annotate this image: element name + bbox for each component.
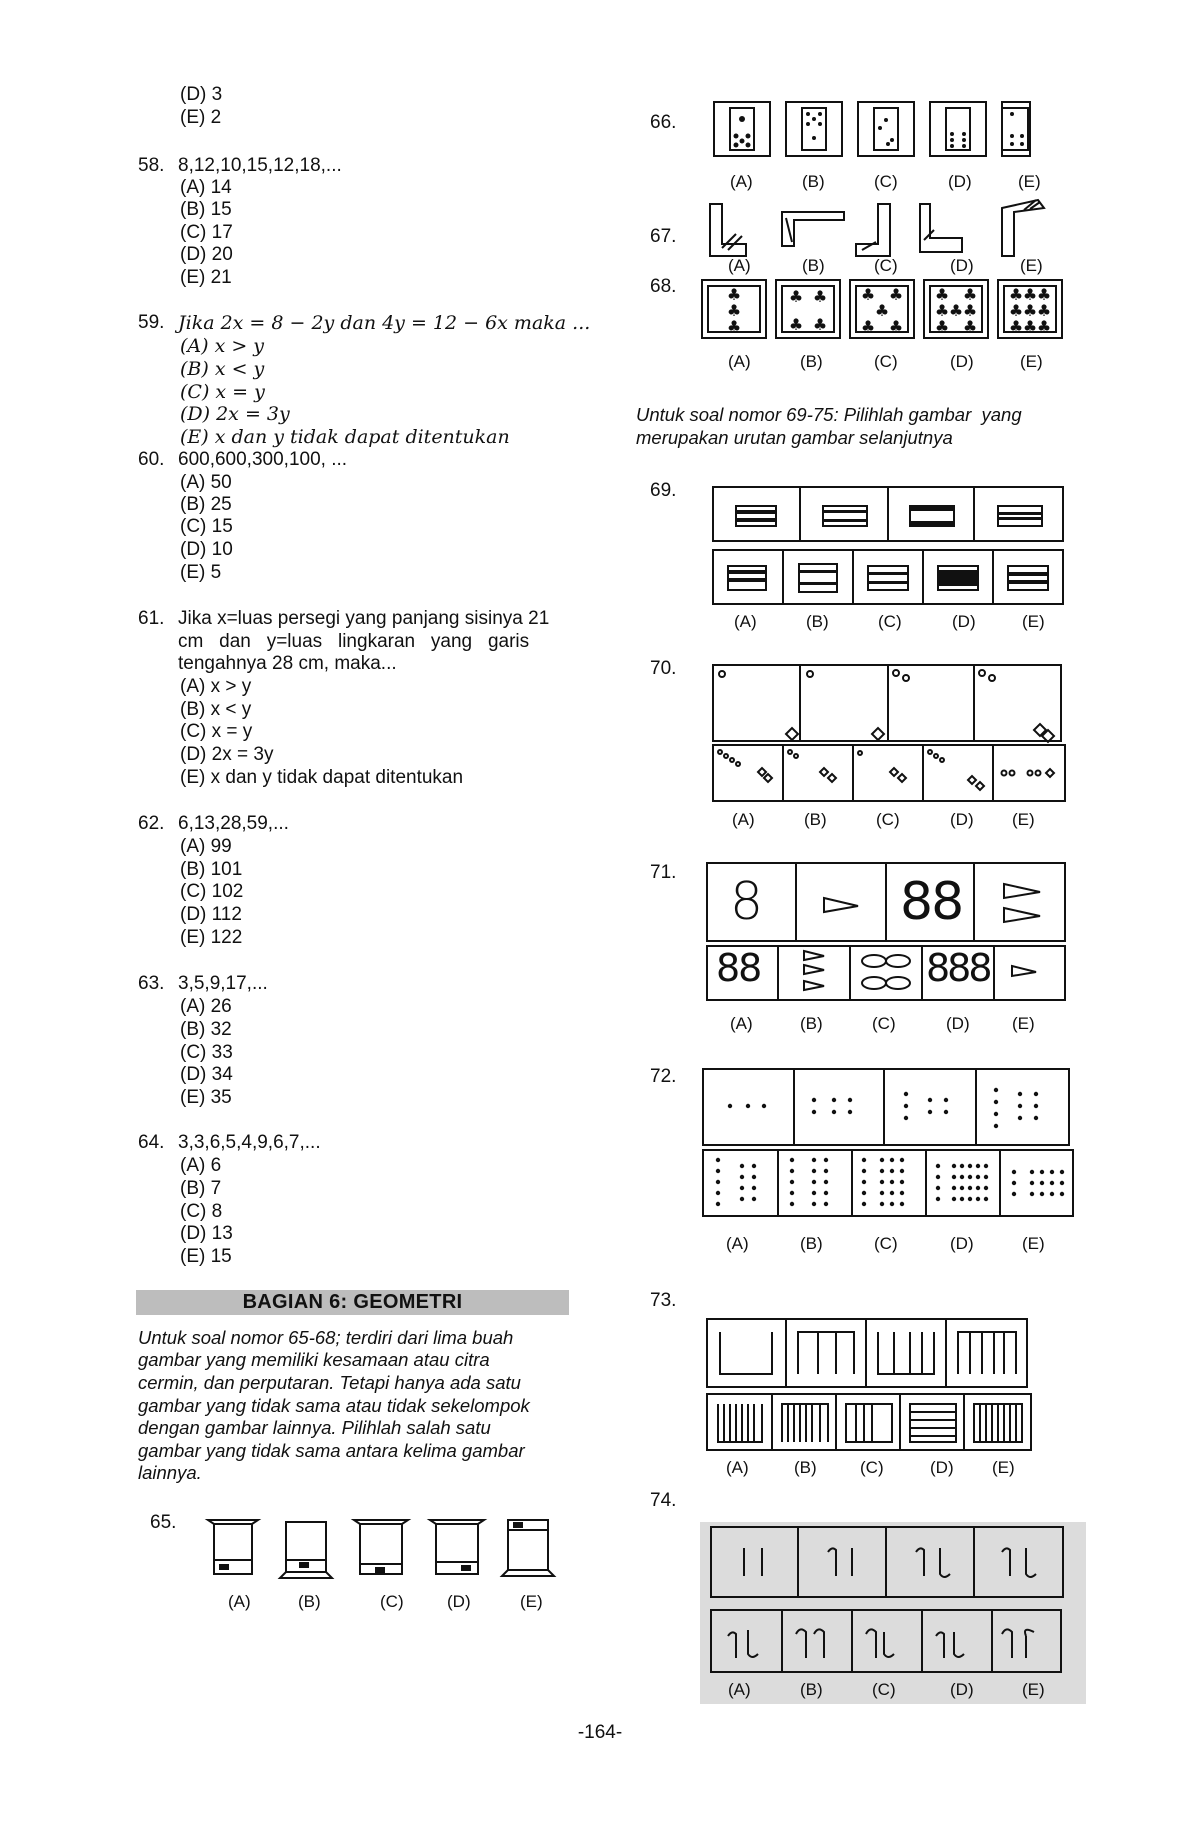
dot bbox=[968, 1164, 972, 1168]
dot bbox=[904, 1092, 908, 1096]
double-eight-glyph: 88 bbox=[716, 946, 761, 990]
svg-text:♣: ♣ bbox=[812, 287, 828, 306]
choice-label: (A) bbox=[726, 1234, 749, 1253]
dot bbox=[968, 1197, 972, 1201]
option-d: (D) 10 bbox=[180, 539, 233, 560]
choice-label: (A) bbox=[730, 172, 753, 191]
choice-label: (E) bbox=[1022, 1234, 1045, 1253]
question-stem: 600,600,300,100, ... bbox=[178, 449, 348, 470]
choice-label: (E) bbox=[1022, 612, 1045, 631]
q68-club-cards bbox=[700, 278, 1080, 340]
option-c: (C) 15 bbox=[180, 516, 233, 537]
svg-text:♣: ♣ bbox=[948, 301, 964, 320]
dot bbox=[848, 1110, 852, 1114]
double-eight-glyph: 88 bbox=[900, 872, 963, 932]
dot bbox=[890, 1169, 894, 1173]
choice-label: (E) bbox=[1018, 172, 1041, 191]
choice-label: (D) bbox=[930, 1458, 954, 1477]
dot bbox=[716, 1169, 720, 1173]
choice-label: (C) bbox=[874, 172, 898, 191]
dot bbox=[952, 1186, 956, 1190]
option-e: (E) 21 bbox=[180, 267, 232, 288]
choice-label: (D) bbox=[447, 1592, 471, 1611]
question-number: 70. bbox=[650, 658, 677, 679]
dot bbox=[716, 1158, 720, 1162]
dot bbox=[976, 1186, 980, 1190]
dot bbox=[968, 1175, 972, 1179]
instruction-line: Untuk soal nomor 69-75: Pilihlah gambar yang bbox=[636, 404, 1022, 425]
dot bbox=[1060, 1181, 1064, 1185]
dot bbox=[862, 1180, 866, 1184]
dot bbox=[824, 1180, 828, 1184]
page-number: -164- bbox=[577, 1722, 623, 1743]
svg-text:♣: ♣ bbox=[1008, 285, 1024, 304]
dot bbox=[880, 1191, 884, 1195]
dot bbox=[1018, 1104, 1022, 1108]
option-a: (A) 6 bbox=[180, 1155, 222, 1176]
svg-text:♣: ♣ bbox=[934, 285, 950, 304]
question-number: 58. bbox=[138, 155, 165, 176]
question-number: 60. bbox=[138, 449, 165, 470]
dot bbox=[832, 1098, 836, 1102]
question-stem: 6,13,28,59,... bbox=[178, 813, 289, 834]
dot bbox=[812, 1202, 816, 1206]
option-b: (B) 32 bbox=[180, 1019, 232, 1040]
dot bbox=[976, 1164, 980, 1168]
dot bbox=[812, 1180, 816, 1184]
svg-text:♣: ♣ bbox=[726, 285, 742, 304]
dot bbox=[1040, 1181, 1044, 1185]
option-b: (B) x < y bbox=[180, 699, 252, 720]
dot bbox=[1060, 1170, 1064, 1174]
svg-text:♣: ♣ bbox=[860, 285, 876, 304]
dot bbox=[1018, 1116, 1022, 1120]
dot bbox=[1030, 1192, 1034, 1196]
dot bbox=[960, 1186, 964, 1190]
question-number: 65. bbox=[150, 1512, 177, 1533]
choice-label: (B) bbox=[800, 1014, 823, 1033]
dot bbox=[1034, 1104, 1038, 1108]
figure-eight-glyph: 8 bbox=[730, 872, 764, 932]
section-title: BAGIAN 6: GEOMETRI bbox=[136, 1290, 569, 1315]
dot bbox=[716, 1180, 720, 1184]
question-number: 59. bbox=[138, 312, 165, 333]
dot bbox=[904, 1116, 908, 1120]
dot bbox=[890, 1180, 894, 1184]
svg-text:♣: ♣ bbox=[962, 285, 978, 304]
choice-label: (E) bbox=[1012, 1014, 1035, 1033]
instruction-line: gambar yang tidak sama antara kelima gambar bbox=[138, 1440, 525, 1461]
dot bbox=[812, 1098, 816, 1102]
dot bbox=[862, 1158, 866, 1162]
option-c: (C) x = y bbox=[180, 721, 253, 742]
choice-label: (B) bbox=[802, 256, 825, 275]
dot bbox=[984, 1197, 988, 1201]
instruction-line: cermin, dan perputaran. Tetapi hanya ada satu bbox=[138, 1372, 521, 1393]
dot bbox=[984, 1175, 988, 1179]
dot bbox=[1012, 1192, 1016, 1196]
dot bbox=[752, 1197, 756, 1201]
option-c: (C) 17 bbox=[180, 222, 233, 243]
choice-label: (A) bbox=[228, 1592, 251, 1611]
option-b: (B) 7 bbox=[180, 1178, 222, 1199]
svg-text:♣: ♣ bbox=[1022, 317, 1038, 336]
option-c: (C) 102 bbox=[180, 881, 244, 902]
dot bbox=[716, 1191, 720, 1195]
dot bbox=[952, 1175, 956, 1179]
choice-label: (D) bbox=[950, 1680, 974, 1699]
instruction-line: merupakan urutan gambar selanjutnya bbox=[636, 427, 953, 448]
dot bbox=[994, 1100, 998, 1104]
svg-text:♣: ♣ bbox=[812, 315, 828, 334]
question-number: 69. bbox=[650, 480, 677, 501]
dot bbox=[936, 1164, 940, 1168]
dot bbox=[944, 1110, 948, 1114]
option-b: (B) 25 bbox=[180, 494, 232, 515]
dot bbox=[752, 1186, 756, 1190]
dot bbox=[824, 1169, 828, 1173]
dot bbox=[824, 1158, 828, 1162]
dot bbox=[790, 1180, 794, 1184]
dot bbox=[904, 1104, 908, 1108]
option-d: (D) 112 bbox=[180, 904, 242, 925]
option-e: (E) 122 bbox=[180, 927, 243, 948]
q65-figures bbox=[200, 1516, 570, 1586]
option-a: (A) x > y bbox=[180, 335, 265, 357]
option-b: (B) 15 bbox=[180, 199, 232, 220]
option-e: (E) 35 bbox=[180, 1087, 232, 1108]
dot bbox=[968, 1186, 972, 1190]
dot bbox=[984, 1164, 988, 1168]
instruction-line: dengan gambar lainnya. Pilihlah salah satu bbox=[138, 1417, 491, 1438]
dot bbox=[976, 1197, 980, 1201]
question-stem-line: tengahnya 28 cm, maka... bbox=[178, 653, 397, 674]
dot bbox=[960, 1197, 964, 1201]
choice-label: (A) bbox=[732, 810, 755, 829]
dot bbox=[944, 1098, 948, 1102]
q70-figures bbox=[712, 664, 1072, 804]
svg-text:♣: ♣ bbox=[860, 317, 876, 336]
dot bbox=[728, 1104, 732, 1108]
choice-label: (C) bbox=[874, 1234, 898, 1253]
question-stem-line: cm dan y=luas lingkaran yang garis bbox=[178, 631, 530, 652]
option-e: (E) 15 bbox=[180, 1246, 232, 1267]
q66-dominoes bbox=[712, 100, 1032, 160]
question-number: 68. bbox=[650, 276, 677, 297]
svg-text:♣: ♣ bbox=[726, 301, 742, 320]
choice-label: (C) bbox=[876, 810, 900, 829]
choice-label: (C) bbox=[874, 256, 898, 275]
dot bbox=[952, 1164, 956, 1168]
dot bbox=[740, 1164, 744, 1168]
dot bbox=[960, 1164, 964, 1168]
dot bbox=[790, 1158, 794, 1162]
option-b: (B) 101 bbox=[180, 859, 243, 880]
question-number: 73. bbox=[650, 1290, 677, 1311]
option-c: (C) 8 bbox=[180, 1201, 223, 1222]
choice-label: (E) bbox=[1020, 352, 1043, 371]
dot bbox=[862, 1191, 866, 1195]
dot bbox=[890, 1191, 894, 1195]
choice-label: (C) bbox=[872, 1680, 896, 1699]
choice-label: (C) bbox=[380, 1592, 404, 1611]
dot bbox=[716, 1202, 720, 1206]
q72-dot-figures bbox=[702, 1068, 1074, 1218]
choice-label: (A) bbox=[730, 1014, 753, 1033]
question-number: 71. bbox=[650, 862, 677, 883]
option-e: (E) x dan y tidak dapat ditentukan bbox=[180, 426, 510, 448]
svg-text:♣: ♣ bbox=[888, 317, 904, 336]
dot bbox=[1050, 1192, 1054, 1196]
svg-text:♣: ♣ bbox=[888, 285, 904, 304]
dot bbox=[1034, 1092, 1038, 1096]
q74-figures bbox=[710, 1526, 1064, 1676]
option-c: (C) x = y bbox=[180, 381, 265, 403]
dot bbox=[984, 1186, 988, 1190]
dot bbox=[832, 1110, 836, 1114]
option-e: (E) 2 bbox=[180, 107, 222, 128]
choice-label: (D) bbox=[948, 172, 972, 191]
dot bbox=[928, 1110, 932, 1114]
choice-label: (A) bbox=[728, 1680, 751, 1699]
dot bbox=[900, 1202, 904, 1206]
dot bbox=[1030, 1170, 1034, 1174]
option-e: (E) 5 bbox=[180, 562, 222, 583]
choice-label: (B) bbox=[298, 1592, 321, 1611]
dot bbox=[862, 1169, 866, 1173]
svg-text:♣: ♣ bbox=[788, 287, 804, 306]
svg-text:♣: ♣ bbox=[934, 301, 950, 320]
question-number: 62. bbox=[138, 813, 165, 834]
option-e: (E) x dan y tidak dapat ditentukan bbox=[180, 767, 464, 788]
choice-label: (A) bbox=[726, 1458, 749, 1477]
choice-label: (B) bbox=[800, 1234, 823, 1253]
dot bbox=[976, 1175, 980, 1179]
choice-label: (A) bbox=[728, 352, 751, 371]
dot bbox=[824, 1191, 828, 1195]
dot bbox=[1034, 1116, 1038, 1120]
dot bbox=[1040, 1192, 1044, 1196]
dot bbox=[812, 1191, 816, 1195]
svg-text:♣: ♣ bbox=[726, 317, 742, 336]
dot bbox=[740, 1197, 744, 1201]
dot bbox=[890, 1202, 894, 1206]
question-number: 63. bbox=[138, 973, 165, 994]
svg-text:♣: ♣ bbox=[1036, 285, 1052, 304]
choice-label: (D) bbox=[950, 352, 974, 371]
svg-text:♣: ♣ bbox=[1022, 285, 1038, 304]
option-d: (D) 13 bbox=[180, 1223, 233, 1244]
dot bbox=[900, 1169, 904, 1173]
svg-text:♣: ♣ bbox=[962, 317, 978, 336]
dot bbox=[900, 1180, 904, 1184]
svg-text:♣: ♣ bbox=[788, 315, 804, 334]
option-a: (A) 50 bbox=[180, 472, 232, 493]
dot bbox=[994, 1124, 998, 1128]
choice-label: (C) bbox=[878, 612, 902, 631]
choice-label: (B) bbox=[806, 612, 829, 631]
question-stem: 3,3,6,5,4,9,6,7,... bbox=[178, 1132, 321, 1153]
dot bbox=[936, 1186, 940, 1190]
option-c: (C) 33 bbox=[180, 1042, 233, 1063]
dot bbox=[880, 1158, 884, 1162]
choice-label: (D) bbox=[950, 810, 974, 829]
q69-figures bbox=[712, 486, 1072, 606]
question-number: 64. bbox=[138, 1132, 165, 1153]
dot bbox=[994, 1088, 998, 1092]
instruction-line: gambar yang tidak sama atau tidak sekelompok bbox=[138, 1395, 530, 1416]
dot bbox=[740, 1175, 744, 1179]
dot bbox=[790, 1191, 794, 1195]
dot bbox=[960, 1175, 964, 1179]
dot bbox=[1012, 1181, 1016, 1185]
option-d: (D) 2x = 3y bbox=[180, 403, 290, 425]
q73-figures bbox=[706, 1318, 1036, 1452]
dot bbox=[746, 1104, 750, 1108]
choice-label: (D) bbox=[952, 612, 976, 631]
dot bbox=[812, 1169, 816, 1173]
option-d: (D) 3 bbox=[180, 84, 223, 105]
option-a: (A) 26 bbox=[180, 996, 232, 1017]
choice-label: (B) bbox=[802, 172, 825, 191]
dot bbox=[824, 1202, 828, 1206]
dot bbox=[790, 1169, 794, 1173]
dot bbox=[740, 1186, 744, 1190]
option-d: (D) 34 bbox=[180, 1064, 233, 1085]
svg-text:♣: ♣ bbox=[1036, 317, 1052, 336]
question-number: 61. bbox=[138, 608, 165, 629]
triple-eight-glyph: 888 bbox=[926, 946, 990, 990]
option-a: (A) 14 bbox=[180, 177, 232, 198]
dot bbox=[994, 1112, 998, 1116]
dot bbox=[1040, 1170, 1044, 1174]
svg-text:♣: ♣ bbox=[1036, 301, 1052, 320]
question-stem-line: Jika x=luas persegi yang panjang sisinya 21 bbox=[178, 608, 550, 629]
dot bbox=[880, 1180, 884, 1184]
dot bbox=[936, 1175, 940, 1179]
question-number: 66. bbox=[650, 112, 677, 133]
choice-label: (B) bbox=[800, 1680, 823, 1699]
svg-text:♣: ♣ bbox=[934, 317, 950, 336]
choice-label: (E) bbox=[520, 1592, 543, 1611]
dot bbox=[900, 1158, 904, 1162]
choice-label: (D) bbox=[946, 1014, 970, 1033]
question-number: 74. bbox=[650, 1490, 677, 1511]
dot bbox=[928, 1098, 932, 1102]
dot bbox=[848, 1098, 852, 1102]
option-d: (D) 2x = 3y bbox=[180, 744, 274, 765]
instruction-line: gambar yang memiliki kesamaan atau citra bbox=[138, 1349, 490, 1370]
question-number: 72. bbox=[650, 1066, 677, 1087]
option-b: (B) x < y bbox=[180, 358, 265, 380]
dot bbox=[812, 1110, 816, 1114]
svg-text:♣: ♣ bbox=[1022, 301, 1038, 320]
q71-triangles bbox=[706, 862, 1070, 1002]
option-d: (D) 20 bbox=[180, 244, 233, 265]
dot bbox=[752, 1175, 756, 1179]
option-a: (A) x > y bbox=[180, 676, 252, 697]
choice-label: (B) bbox=[800, 352, 823, 371]
instruction-line: lainnya. bbox=[138, 1462, 202, 1483]
dot bbox=[880, 1169, 884, 1173]
dot bbox=[1030, 1181, 1034, 1185]
choice-label: (A) bbox=[734, 612, 757, 631]
choice-label: (B) bbox=[794, 1458, 817, 1477]
choice-label: (E) bbox=[1020, 256, 1043, 275]
dot bbox=[952, 1197, 956, 1201]
dot bbox=[890, 1158, 894, 1162]
question-number: 67. bbox=[650, 226, 677, 247]
q67-figures bbox=[706, 198, 1066, 258]
dot bbox=[900, 1191, 904, 1195]
choice-label: (E) bbox=[992, 1458, 1015, 1477]
dot bbox=[1050, 1181, 1054, 1185]
choice-label: (E) bbox=[1012, 810, 1035, 829]
question-stem: Jika 2x = 8 − 2y dan 4y = 12 − 6x maka ... bbox=[178, 312, 591, 334]
dot bbox=[1050, 1170, 1054, 1174]
choice-label: (B) bbox=[804, 810, 827, 829]
choice-label: (E) bbox=[1022, 1680, 1045, 1699]
dot bbox=[1060, 1192, 1064, 1196]
dot bbox=[812, 1158, 816, 1162]
dot bbox=[1018, 1092, 1022, 1096]
instruction-line: Untuk soal nomor 65-68; terdiri dari lima buah bbox=[138, 1327, 514, 1348]
dot bbox=[936, 1197, 940, 1201]
dot bbox=[1012, 1170, 1016, 1174]
choice-label: (C) bbox=[874, 352, 898, 371]
dot bbox=[752, 1164, 756, 1168]
dot bbox=[790, 1202, 794, 1206]
question-stem: 3,5,9,17,... bbox=[178, 973, 268, 994]
choice-label: (D) bbox=[950, 1234, 974, 1253]
option-a: (A) 99 bbox=[180, 836, 232, 857]
dot bbox=[862, 1202, 866, 1206]
svg-text:♣: ♣ bbox=[1008, 317, 1024, 336]
choice-label: (A) bbox=[728, 256, 751, 275]
svg-text:♣: ♣ bbox=[874, 301, 890, 320]
choice-label: (C) bbox=[872, 1014, 896, 1033]
svg-text:♣: ♣ bbox=[962, 301, 978, 320]
svg-text:♣: ♣ bbox=[1008, 301, 1024, 320]
choice-label: (C) bbox=[860, 1458, 884, 1477]
dot bbox=[880, 1202, 884, 1206]
question-stem: 8,12,10,15,12,18,... bbox=[178, 155, 342, 176]
dot bbox=[762, 1104, 766, 1108]
choice-label: (D) bbox=[950, 256, 974, 275]
